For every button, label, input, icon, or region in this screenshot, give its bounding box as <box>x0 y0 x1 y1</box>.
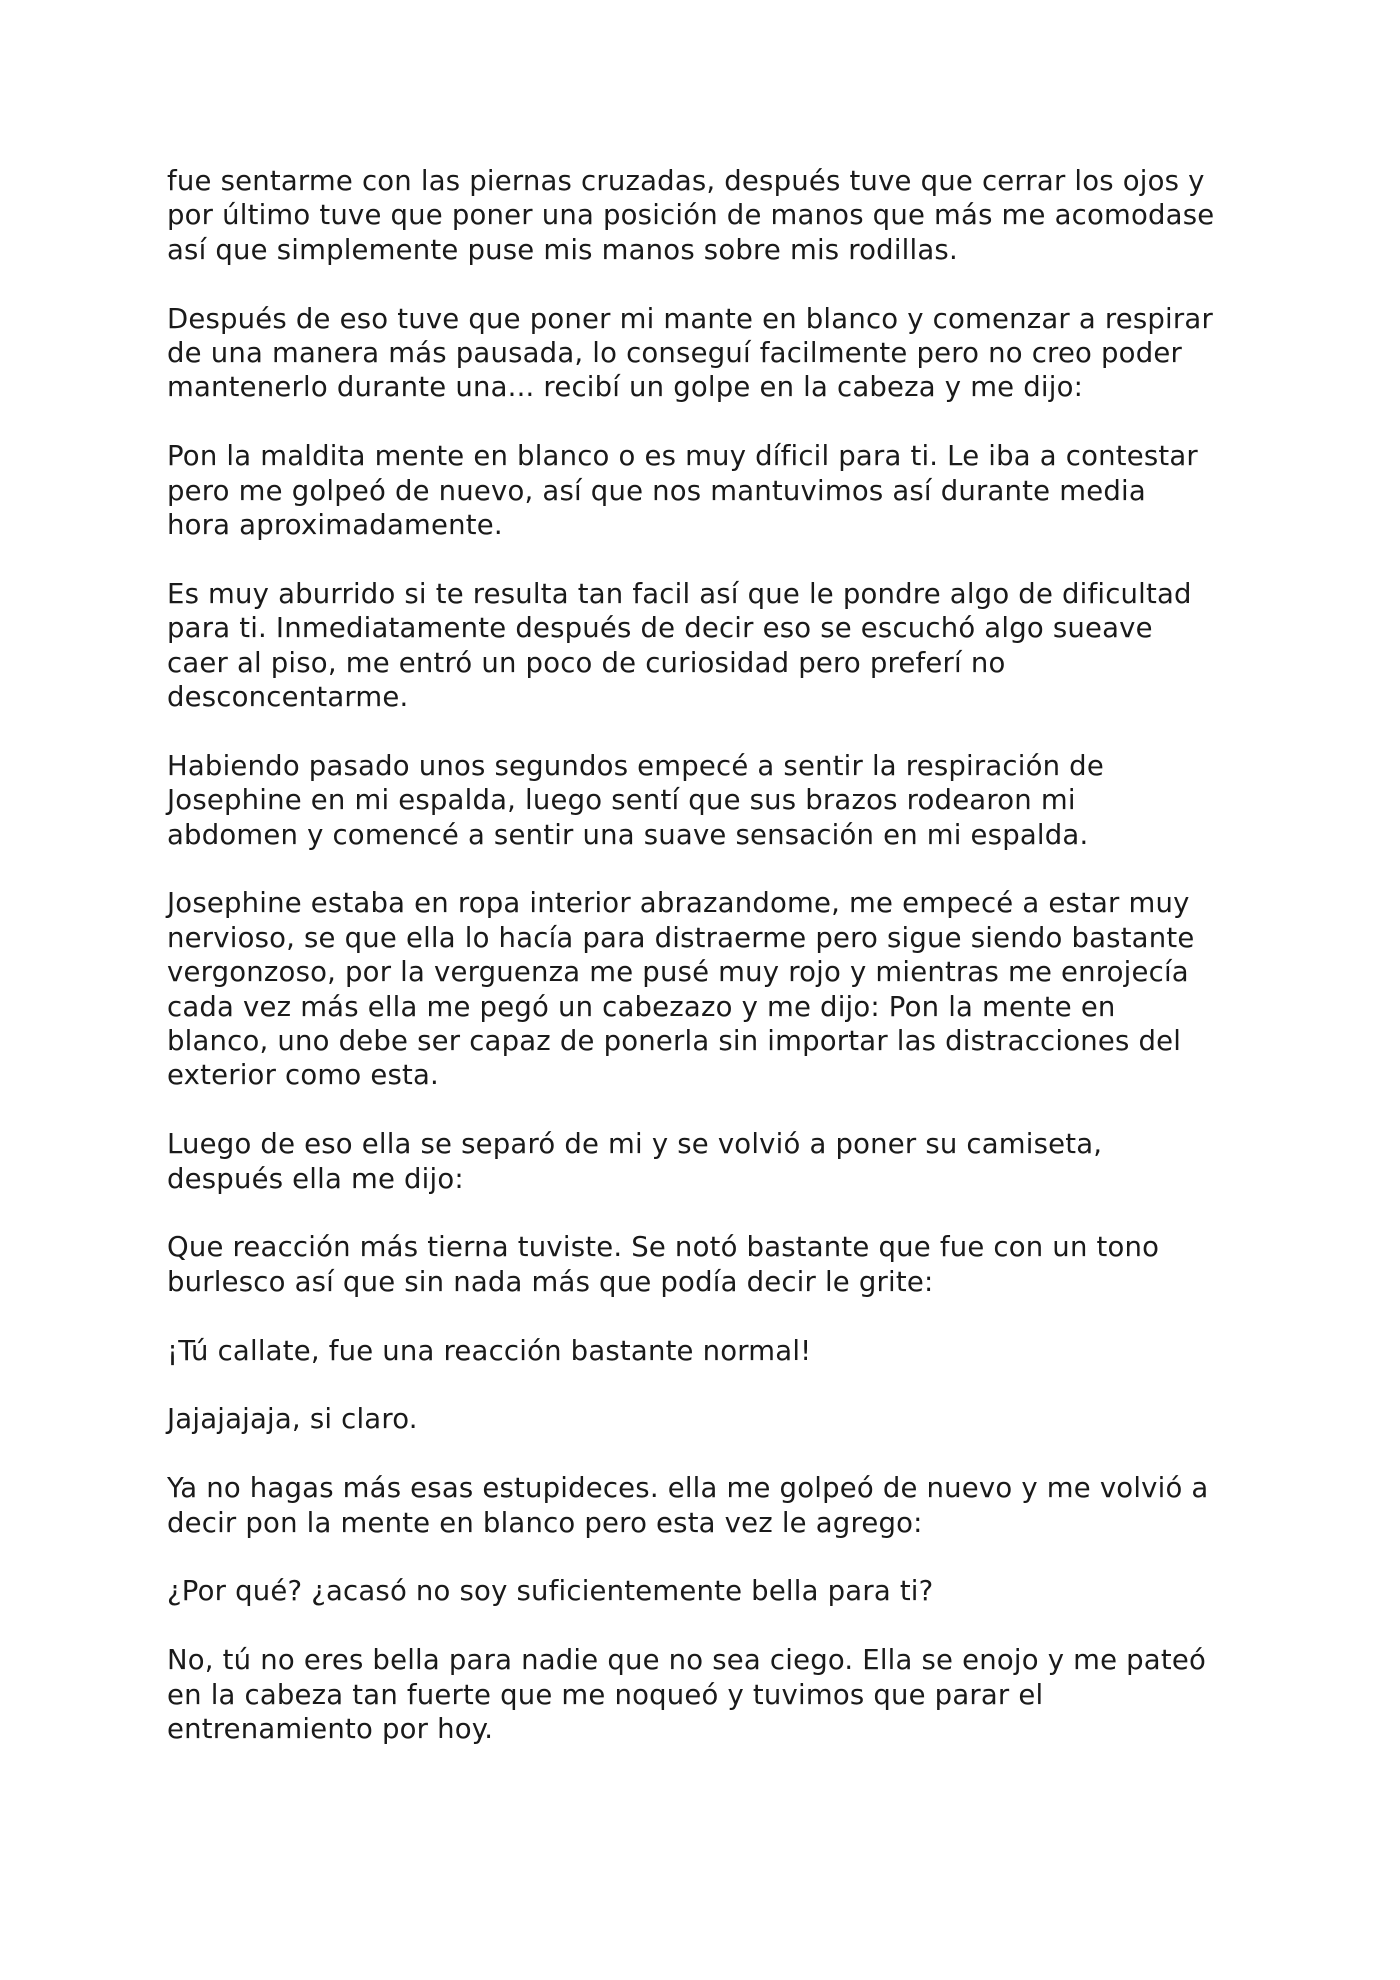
text-line: decir pon la mente en blanco pero esta vez le agrego: <box>167 1506 923 1539</box>
text-line: Es muy aburrido si te resulta tan facil así que le pondre algo de dificultad <box>167 577 1192 610</box>
text-line: mantenerlo durante una... recibí un golpe en la cabeza y me dijo: <box>167 371 1084 404</box>
text-line: Pon la maldita mente en blanco o es muy díficil para ti. Le iba a contestar <box>167 440 1198 473</box>
paragraph <box>167 1230 1240 1299</box>
text-line: desconcentarme. <box>167 681 409 714</box>
text-line: caer al piso, me entró un poco de curiosidad pero preferí no <box>167 646 1006 679</box>
paragraph <box>167 1127 1240 1196</box>
text-line: Que reacción más tierna tuviste. Se notó bastante que fue con un tono <box>167 1231 1160 1264</box>
text-line: Jajajajaja, si claro. <box>167 1403 418 1436</box>
paragraph <box>167 164 1240 267</box>
text-line: por último tuve que poner una posición de manos que más me acomodase <box>167 199 1215 232</box>
text-line: abdomen y comencé a sentir una suave sensación en mi espalda. <box>167 818 1089 851</box>
text-line: cada vez más ella me pegó un cabezazo y me dijo: Pon la mente en <box>167 990 1116 1023</box>
text-line: ¡Tú callate, fue una reacción bastante normal! <box>167 1334 812 1367</box>
text-line: burlesco así que sin nada más que podía decir le grite: <box>167 1265 934 1298</box>
text-line: blanco, uno debe ser capaz de ponerla sin importar las distracciones del <box>167 1025 1182 1058</box>
paragraph <box>167 1574 1240 1608</box>
text-line: después ella me dijo: <box>167 1162 464 1195</box>
text-line: Habiendo pasado unos segundos empecé a sentir la respiración de <box>167 749 1104 782</box>
text-line: nervioso, se que ella lo hacía para distraerme pero sigue siendo bastante <box>167 921 1195 954</box>
paragraph <box>167 1643 1240 1746</box>
paragraph <box>167 749 1240 852</box>
text-line: hora aproximadamente. <box>167 509 503 542</box>
text-line: entrenamiento por hoy. <box>167 1713 494 1746</box>
text-line: Josephine estaba en ropa interior abrazandome, me empecé a estar muy <box>167 887 1190 920</box>
text-line: vergonzoso, por la verguenza me pusé muy rojo y mientras me enrojecía <box>167 956 1189 989</box>
paragraph <box>167 439 1240 542</box>
paragraph <box>167 886 1240 1092</box>
paragraph <box>167 1402 1240 1436</box>
text-line: exterior como esta. <box>167 1059 439 1092</box>
text-line: pero me golpeó de nuevo, así que nos mantuvimos así durante media <box>167 474 1146 507</box>
text-line: Josephine en mi espalda, luego sentí que sus brazos rodearon mi <box>167 784 1076 817</box>
paragraph <box>167 302 1240 405</box>
document-body <box>167 164 1240 1747</box>
paragraph <box>167 1334 1240 1368</box>
text-line: en la cabeza tan fuerte que me noqueó y tuvimos que parar el <box>167 1678 1044 1711</box>
text-line: así que simplemente puse mis manos sobre mis rodillas. <box>167 233 958 266</box>
paragraph <box>167 1471 1240 1540</box>
text-line: para ti. Inmediatamente después de decir eso se escuchó algo sueave <box>167 612 1153 645</box>
text-line: ¿Por qué? ¿acasó no soy suficientemente bella para ti? <box>167 1575 934 1608</box>
text-line: Luego de eso ella se separó de mi y se volvió a poner su camiseta, <box>167 1128 1103 1161</box>
text-line: Después de eso tuve que poner mi mante en blanco y comenzar a respirar <box>167 302 1213 335</box>
paragraph <box>167 577 1240 715</box>
text-line: de una manera más pausada, lo conseguí facilmente pero no creo poder <box>167 337 1182 370</box>
text-line: fue sentarme con las piernas cruzadas, después tuve que cerrar los ojos y <box>167 165 1205 197</box>
text-line: No, tú no eres bella para nadie que no sea ciego. Ella se enojo y me pateó <box>167 1644 1206 1677</box>
text-line: Ya no hagas más esas estupideces. ella me golpeó de nuevo y me volvió a <box>167 1472 1209 1505</box>
